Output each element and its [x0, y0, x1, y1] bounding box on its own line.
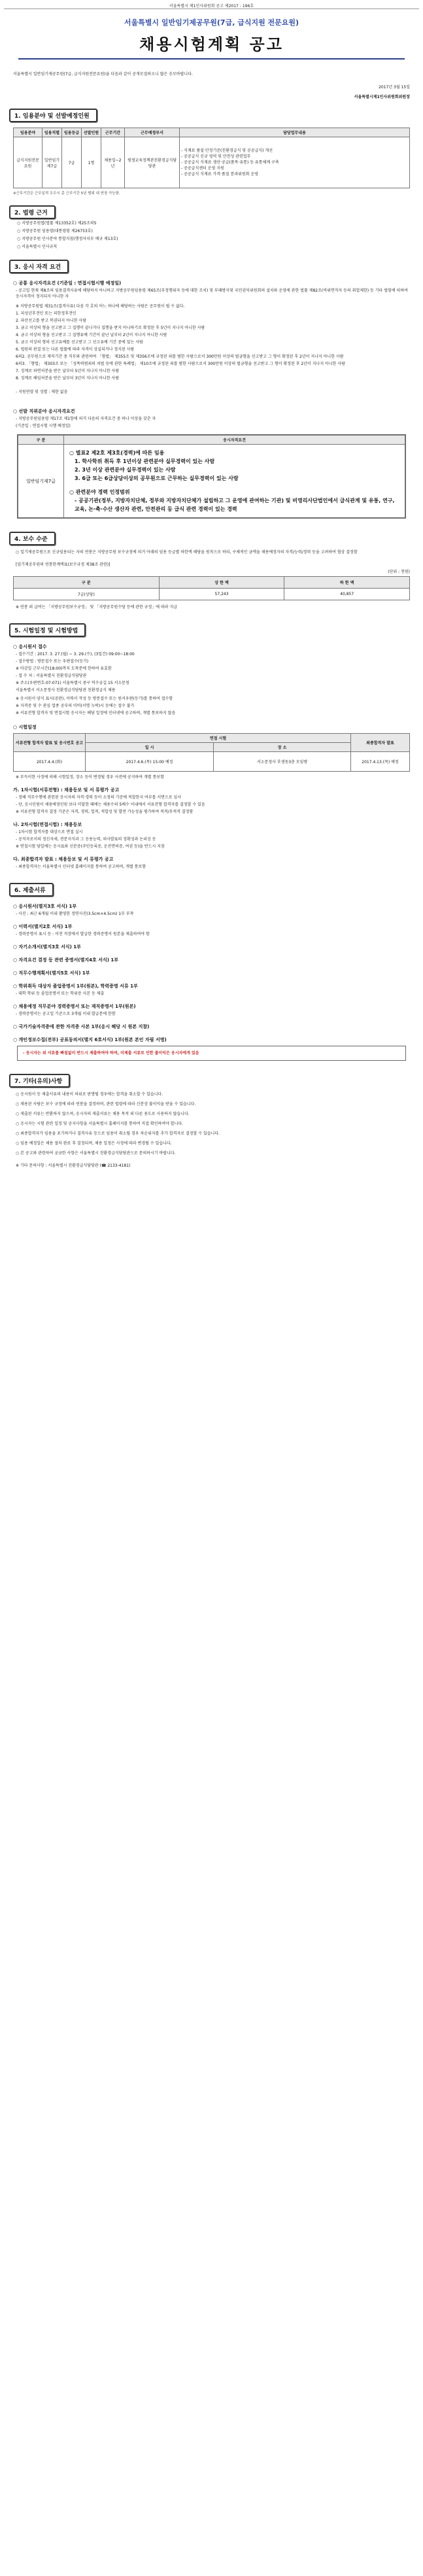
section-5-heading: 5. 시험일정 및 시험방법	[9, 623, 86, 637]
notice-subtitle: 서울특별시 일반임기제공무원(7급, 급식지원 전문요원)	[124, 18, 299, 27]
application-item: ※ 마감일 근무시간(18:00)까지 도착분에 한하여 유효함	[16, 666, 112, 671]
notice-number: 서울특별시 제1인사위원회 공고 제2017 - 196호	[4, 4, 419, 9]
table-cell-duties: - 식재료 품질·안정기준(친환경급식 및 공공급식) 개선 - 공공급식 신규 영역 및 안전성 관련업무 - 공공급식 식재료 생산·공급(품목·유통) 등 유통체계 구축 - 공공급식센터 운영 지원 - 공공급식 식재료 가격·품질 분과위원회 운영	[180, 137, 410, 188]
table-header-cell: 하 한 액	[284, 577, 410, 589]
table-cell: 7급	[62, 137, 82, 188]
table-header-cell: 구 분	[18, 436, 64, 445]
table-cell: 서소문청사 후생동3층 모임방	[214, 752, 351, 772]
table-header-cell: 면접 시험	[86, 734, 351, 743]
exam-step-text: - 공직자로서의 정신자세, 전문지식과 그 응용능력, 의사발표의 정확성과 논리성 등	[16, 837, 156, 842]
salary-unit: (단위 : 천원)	[388, 570, 410, 574]
exam-step-text: - 최종합격자는 서울특별시 인터넷 홈페이지를 통하여 공고하며, 개별 통보함	[16, 865, 146, 869]
schedule-heading: ○ 시험일정	[13, 725, 37, 730]
table-row	[18, 445, 405, 518]
document-item-heading: ○ 이력서(별지2호 서식) 1부	[13, 924, 73, 929]
table-header-cell: 구 분	[14, 577, 160, 589]
document-warning-text: - 응시자는 위 서류를 빠짐없이 반드시 제출하여야 하며, 미제출 서류로 인한 불이익은 응시자에게 있음	[23, 1051, 199, 1056]
qualification-line: 1. 학사학위 취득 후 1년이상 관련분야 실무경력이 있는 사람	[75, 458, 215, 464]
position-requirements-basis: (기준일 : 면접시험 시행 예정일)	[16, 424, 71, 428]
application-item: - 접 수 처 : 서울특별시 친환경급식담당관	[16, 674, 87, 678]
position-requirements-text: - 지방공무원임용령 제17조 제1항에 의거 다음의 자격요건 중 하나 이상을 갖춘 자	[16, 417, 156, 421]
application-note: ※ 자격증 및 수 관심 업종 공부의 미비(서명 누락)시 등에는 접수 불가	[16, 704, 135, 708]
caution-item: ○ 응시원서 등 제출서류의 내용이 허위로 판명될 경우에는 합격을 취소할 수 있습니다.	[16, 1092, 163, 1097]
section-2	[9, 205, 410, 219]
document-item-text: - 사진 : 최근 6개월 이내 촬영한 정면사진(3.5cm×4.5cm) 1부 부착	[16, 912, 134, 916]
section-6	[9, 883, 410, 897]
restriction-item: 8. 징계로 해임처분을 받은 날부터 3년이 지나지 아니한 사람	[16, 376, 120, 381]
application-item: - 접수기간 : 2017. 3. 27.(월) ~ 3. 29.(수), (3일간) 09:00~18:00	[16, 652, 135, 657]
law-item: ○ 지방공무원 인사분야 통합지침(행정자치부 예규 제13호)	[17, 237, 118, 241]
document-item-heading: ○ 자기소개서(별지3호 서식) 1부	[13, 944, 81, 950]
table-cell: 일반임기제7급	[42, 137, 62, 188]
section-1	[9, 109, 410, 122]
table-cell: 57,243	[159, 589, 284, 600]
exam-step-text: - 정해 직무수행에 관련된 응시자의 자격·경력 등이 소정의 기준에 적합한지 여부를 서면으로 심사	[16, 795, 182, 800]
positions-table	[13, 128, 410, 188]
restrictions-heading: ※ 지방공무원법 제31조(결격사유) 다음 각 호의 어느 하나에 해당하는 사람은 공무원이 될 수 없다.	[16, 304, 185, 309]
document-item-heading: ○ 직무수행계획서(별지5호 서식) 1부	[13, 970, 90, 976]
table-header-cell: 담당업무내용	[180, 128, 410, 137]
application-heading: ○ 응시원서 접수	[13, 644, 47, 649]
table-header-cell: 응시자격요건	[64, 436, 405, 445]
section-3	[9, 260, 410, 273]
table-header-cell: 상 한 액	[159, 577, 284, 589]
qualification-table	[18, 435, 405, 518]
table-row	[14, 589, 410, 600]
caution-item: ○ 제출된 서류는 반환하지 않으며, 응시자의 제출서류는 채용 목적 외 다른 용도로 사용하지 않습니다.	[16, 1112, 190, 1116]
document-item-heading: ○ 자격요건 결정 등 관련 증명서(별지4호 서식) 1부	[13, 957, 119, 963]
exam-step-text: - 1차시험 합격자를 대상으로 면접 실시	[16, 830, 83, 834]
qualification-head: ○ 별표2 제2호 제3호(경력)에 따른 임용	[69, 450, 165, 456]
table-header-row	[18, 436, 405, 445]
restriction-item: 6의3. 「형법」 제303조 또는 「성폭력범죄의 처벌 등에 관한 특례법」 제10조에 규정된 죄를 범한 사람으로서 300만원 이상의 벌금형을 선고받고 그 형이 확정된 후 2년이 지나지 아니한 사람	[16, 362, 345, 366]
exam-step-heading: 가. 1차시험(서류전형) : 채용등보 및 서 류평가 공고	[13, 787, 120, 793]
document-item-heading: ○ 개인정보수집(전부) 공표동의서(별지 6호서식) 1부(원본 본인 자필 서명)	[13, 1037, 167, 1042]
table-cell: 급식지원전문요원	[14, 137, 42, 188]
application-item: 서울특별시 서소문청사 친환경급식담당관 친환경급식 채용	[16, 688, 116, 693]
restriction-item: 4. 금고 이상의 형을 선고받고 그 집행유예 기간이 끝난 날부터 2년이 지나지 아니한 사람	[16, 333, 167, 337]
application-item: ※ 주소(우편번호:07-071) 서울특별시 중구 덕수궁길 15 서소문청	[16, 681, 129, 685]
table-cell: 1명	[82, 137, 101, 188]
schedule-table	[13, 733, 410, 772]
career-range-text: - 공공기관(정부, 지방자치단체, 정부와 지방자치단체가 설립하고 그 운영에 관여하는 기관) 및 비영리사단법인에서 급식관계 및 유통, 연구, 교육, 논·축·수산 생산자 관련, 안전관리 등 급식 관련 경력이 있는 경력	[75, 498, 395, 512]
table-header-cell: 최종합격자 발표	[351, 734, 410, 752]
table-header-row	[14, 734, 410, 743]
salary-table-title: [임기제공무원의 연봉한계액표(보수규정 제38조 관련)]	[16, 562, 110, 567]
agency-name: 서울특별시제1인사위원회위원장	[354, 95, 410, 99]
document-item-text: - 대학 학위 등 졸업증명서 또는 학위증 사본 등 제출	[16, 991, 105, 996]
restriction-item: 1. 피성년후견인 또는 피한정후견인	[16, 311, 76, 316]
caution-item: ○ 응시자는 시험 관련 일정 및 공지사항을 서울특별시 홈페이지를 통하여 직접 확인하여야 합니다.	[16, 1122, 184, 1126]
application-note: ※ 서류전형 합격자 및 면접시험 응시자는 해당 일정에 인터넷에 공고하며, 개별 통보하지 않음	[16, 711, 176, 715]
notice-date: 2017년 3월 15일	[379, 85, 410, 90]
qualification-cell	[64, 445, 405, 518]
document-item-heading: ○ 학위취득 대상자 졸업증명서 1부(원본), 학력증명 서류 1부	[13, 984, 138, 989]
table-header-cell: 근무예정부서	[125, 128, 180, 137]
section-6-heading: 6. 제출서류	[9, 883, 54, 897]
application-item: - 접수방법 : 방문접수 또는 우편접수(등기)	[16, 659, 89, 664]
restriction-item: 2. 파산선고를 받고 복권되지 아니한 사람	[16, 318, 86, 323]
salary-table-wrap	[13, 576, 410, 600]
table-header-cell: 근무기간	[101, 128, 125, 137]
restriction-item: 7. 징계로 파면처분을 받은 날부터 5년이 지나지 아니한 사람	[16, 369, 120, 373]
title-divider	[18, 58, 405, 60]
table-cell: 40,857	[284, 589, 410, 600]
law-item: ○ 서울특별시 인사규칙	[17, 245, 58, 249]
positions-table-wrap	[13, 128, 410, 188]
table-cell: 일반임기제7급	[18, 445, 64, 518]
caution-item: ○ 채용된 사람은 보수 규정에 따라 연봉을 결정하며, 관련 법령에 따라 신분상 불이익을 받을 수 있습니다.	[16, 1102, 196, 1107]
table-header-cell: 장 소	[214, 743, 351, 752]
exam-step-heading: 나. 2차시험(면접시험) : 채용등보	[13, 822, 82, 827]
qualification-table-wrap	[17, 434, 406, 519]
table-header-row	[14, 577, 410, 589]
section-1-heading: 1. 임용분야 및 선발예정인원	[9, 109, 97, 122]
notice-page	[0, 0, 423, 1169]
section-4-heading: 4. 보수 수준	[9, 532, 56, 545]
document-item-heading: ○ 국가기술자격증에 관한 자격증 사본 1부(응시 해당 시 원본 지참)	[13, 1024, 150, 1029]
restriction-item: 6의2. 공무원으로 재직기간 중 직무와 관련하여 「형법」 제355조 및 제356조에 규정된 죄를 범한 사람으로서 300만원 이상의 벌금형을 선고받고 그 형이 확정된 후 2년이 지나지 아니한 사람	[16, 354, 344, 359]
document-warning-box	[17, 1046, 406, 1061]
table-header-cell: 서류전형 합격자 발표 및 응시번호 공고	[14, 734, 86, 752]
qualification-line: 2. 3년 이상 관련분야 실무경력이 있는 사람	[75, 467, 176, 473]
table-header-row	[14, 128, 410, 137]
exam-step-text: ※ 서류전형 합격자 결정 기준은 자격, 경력, 업적, 적합성 및 발전 가능성을 평가하여 적격/부적격 결정함	[16, 810, 194, 814]
table-header-cell: 선발인원	[82, 128, 101, 137]
contact-info: ※ 기타 문의사항 : 서울특별시 친환경급식담당관 (☎ 2133-4181)	[16, 1163, 131, 1168]
term-note: ※근무기간은 근무실적 우수시 총 근무기간 5년 범위 내 연장 가능함.	[13, 192, 120, 196]
restriction-item: 6. 법원의 판결 또는 다른 법률에 따라 자격이 상실되거나 정지된 사람	[16, 347, 135, 352]
application-note: ※ 응시원서 양식 표시(공란), 이력서 작성 등 방문접수 또는 원서우편(등기)를 통하여 접수함	[16, 696, 173, 701]
common-requirements-heading: ○ 공통 응시자격요건 (기준일 : 면접시험시행 예정일)	[13, 281, 122, 286]
restriction-item: 5. 금고 이상의 형의 선고유예를 선고받고 그 선고유예 기간 중에 있는 사람	[16, 340, 143, 345]
career-range-heading: ○ 관련분야 경력 인정범위	[69, 489, 130, 495]
caution-item: ○ 본 공고와 관련하여 궁금한 사항은 서울특별시 친환경급식담당관으로 문의하시기 바랍니다.	[16, 1151, 176, 1156]
table-row	[14, 752, 410, 772]
document-item-text: - 경력증명서는 공고일 기준으로 3개월 이내 발급분에 한함	[16, 1012, 116, 1016]
table-cell: 채용일~2년	[101, 137, 125, 188]
document-item-heading: ○ 채용예정 직무분야 경력증명서 또는 재직증명서 1부(원본)	[13, 1004, 136, 1009]
table-cell: 7급(상당)	[14, 589, 160, 600]
salary-table	[13, 576, 410, 600]
exam-step-text: ※ 면접시험 당일에는 응시표와 신분증(주민등록증, 운전면허증, 여권 등)을 반드시 지참	[16, 844, 165, 849]
salary-text: ○ 일기제공무원으로 신규임용되는 자의 연봉은 지방공무원 보수규정에 의거 아래의 임용 등급별 하한액 해당을 원칙으로 하되, 구체적인 금액을 채용예정자의 자격/능력/경력 등을 고려하여 협상 결정함	[16, 550, 358, 555]
caution-item: ○ 최종합격자가 임용을 포기하거나 결격사유 등으로 임용이 취소될 경우 차순위자를 추가 합격자로 결정할 수 있습니다.	[16, 1131, 220, 1136]
section-2-heading: 2. 법령 근거	[9, 205, 56, 219]
table-header-cell: 임용등급	[62, 128, 82, 137]
salary-note: ※ 연봉 외 급여는 「지방공무원보수규정」 및 「지방공무원수당 등에 관한 규정」에 따라 지급	[16, 605, 178, 610]
law-item: ○ 지방공무원 임용령(대통령령 제26753호)	[17, 229, 93, 233]
section-5	[9, 623, 410, 637]
law-item: ○ 지방공무원법(법률 제13352호) 제25조의5	[17, 221, 97, 226]
table-cell: 평생교육정책관친환경급식담당관	[125, 137, 180, 188]
table-header-cell: 일 시	[86, 743, 214, 752]
document-item-text: - 경력증명서 표시 등 : 이전 직장에서 발급한 경력증명서 원본을 제출하여야 함	[16, 932, 150, 936]
document-item-heading: ○ 응시원서(별지3호 서식) 1부	[13, 904, 77, 909]
section-7	[9, 1074, 410, 1088]
age-gender-text: - 지원연령 및 성별 : 제한 없음	[16, 390, 68, 394]
schedule-table-wrap	[13, 733, 410, 772]
common-requirements-text: - 공고일 현재 제8조의 임용결격사유에 해당하지 아니하고 지방공무원임용령 제65조(부정행위자 등에 대한 조치) 및 부패방지및 국민권익위원회의 설치와 운영에 관한 법률 제82조(비위면직자 등의 취업제한) 등 기타 법령에 의하여 응시자격이 정지되지 아니한 자	[16, 288, 408, 299]
exam-step-heading: 다. 최종합격자 발표 : 채용등보 및 서 류평가 공고	[13, 857, 114, 862]
table-cell: 2017.4.6.(목) 15:00 예정	[86, 752, 214, 772]
section-7-heading: 7. 기타(유의)사항	[9, 1074, 70, 1088]
intro-text: 서울특별시 일반임기제공무원(7급, 급식지원전문요원)을 다음과 같이 공개모집하오니 많은 응모바랍니다.	[13, 72, 193, 77]
table-cell: 2017.4.4.(화)	[14, 752, 86, 772]
section-3-heading: 3. 응시 자격 요건	[9, 260, 69, 273]
section-4	[9, 532, 410, 545]
table-header-cell: 임용직렬	[42, 128, 62, 137]
table-cell: 2017.4.13.(목) 예정	[351, 752, 410, 772]
notice-title: 채용시험계획 공고	[139, 35, 284, 54]
schedule-note: ※ 부득이한 사정에 의해 시험일정, 장소 등이 변경될 경우 사전에 공지하여 개별 통보함	[16, 775, 164, 780]
restriction-item: 3. 금고 이상의 형을 선고받고 그 집행이 끝나거나 집행을 받지 아니하기로 확정된 후 5년이 지나지 아니한 사람	[16, 326, 205, 330]
table-header-cell: 임용분야	[14, 128, 42, 137]
table-row	[14, 137, 410, 188]
caution-item: ○ 임용 예정일은 채용 절차 완료 후 결정되며, 채용 일정은 사정에 따라 변경될 수 있습니다.	[16, 1141, 172, 1146]
qualification-line: 3. 6급 또는 6급상당이상의 공무원으로 근무하는 실무경력이 있는 사람	[75, 475, 239, 481]
position-requirements-heading: ○ 선발 직위분야 응시자격요건	[13, 409, 75, 414]
exam-step-text: - 단, 응시인원이 채용예정인원 보다 미달한 때에는 채용수의 5배수 이내에서 서류전형 합격자를 결정할 수 있음	[16, 802, 205, 807]
